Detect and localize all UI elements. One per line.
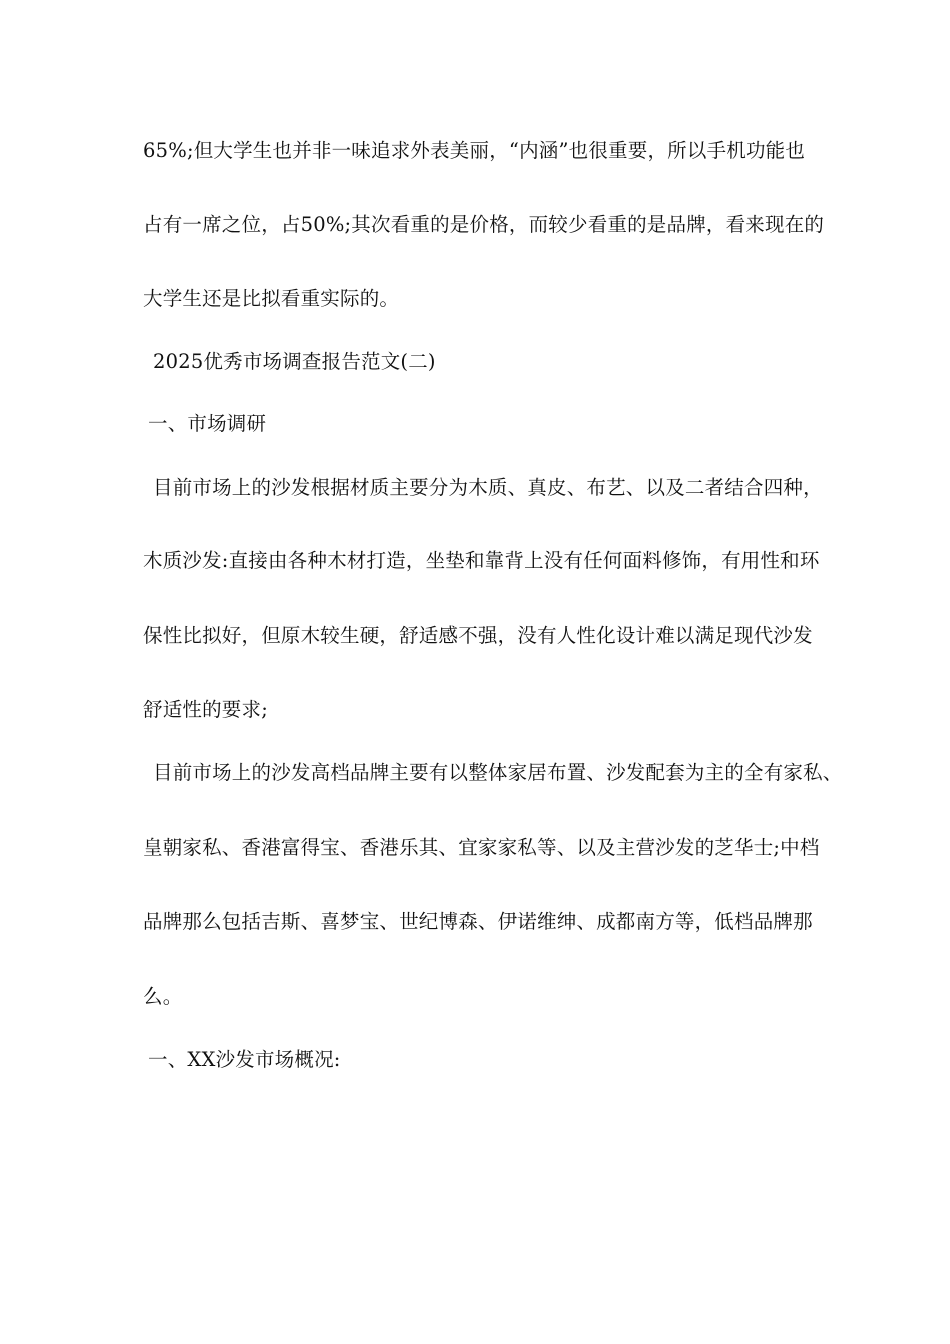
paragraph-line: 大学生还是比拟看重实际的。 xyxy=(143,287,400,310)
section-heading: 一、XX沙发市场概况: xyxy=(148,1048,341,1071)
paragraph-line: 保性比拟好，但原木较生硬，舒适感不强，没有人性化设计难以满足现代沙发 xyxy=(143,624,813,647)
paragraph-line: 皇朝家私、香港富得宝、香港乐其、宜家家私等、以及主营沙发的芝华士;中档 xyxy=(143,836,820,859)
paragraph-line: 么。 xyxy=(143,985,183,1008)
section-heading: 2025优秀市场调查报告范文(二) xyxy=(153,350,436,373)
paragraph-line: 舒适性的要求; xyxy=(143,698,268,721)
paragraph-line: 品牌那么包括吉斯、喜梦宝、世纪博森、伊诺维绅、成都南方等，低档品牌那 xyxy=(143,910,813,933)
paragraph-line: 目前市场上的沙发高档品牌主要有以整体家居布置、沙发配套为主的全有家私、 xyxy=(153,761,843,784)
section-heading: 一、市场调研 xyxy=(148,412,267,435)
paragraph-line: 木质沙发:直接由各种木材打造，坐垫和靠背上没有任何面料修饰，有用性和环 xyxy=(143,549,820,572)
paragraph-line: 目前市场上的沙发根据材质主要分为木质、真皮、布艺、以及二者结合四种， xyxy=(153,476,823,499)
paragraph-line: 65%;但大学生也并非一味追求外表美丽，“内涵”也很重要，所以手机功能也 xyxy=(143,139,806,162)
paragraph-line: 占有一席之位，占50%;其次看重的是价格，而较少看重的是品牌，看来现在的 xyxy=(143,213,825,236)
